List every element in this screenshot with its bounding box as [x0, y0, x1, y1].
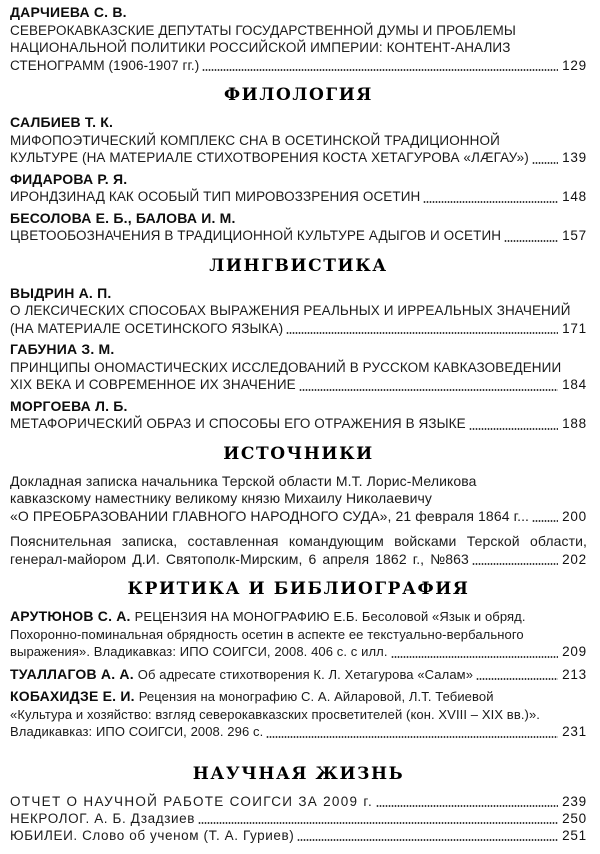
- entry-title-line: ЮБИЛЕИ. Слово об ученом (Т. А. Гуриев): [10, 827, 295, 843]
- entry-last-line: [10, 376, 587, 394]
- entry-author-inline: ТУАЛЛАГОВ А. А.: [10, 665, 134, 682]
- dot-leader: [266, 736, 558, 738]
- page-number: 231: [562, 724, 587, 739]
- entry-last-line: [10, 666, 587, 684]
- dot-leader: [202, 69, 558, 71]
- section: [10, 114, 587, 245]
- entry-title-line: Владикавказ: ИПО СОИГСИ, 2008. 296 с.: [10, 724, 264, 739]
- entry-author: ВЫДРИН А. П.: [10, 284, 112, 301]
- section: [10, 793, 587, 844]
- entry-title-line: ОТЧЕТ О НАУЧНОЙ РАБОТЕ СОИГСИ ЗА 2009 г.: [10, 793, 374, 809]
- entry-author-inline: КОБАХИДЗЕ Е. И.: [10, 688, 135, 704]
- page-number: 209: [562, 644, 587, 659]
- entry-last-line: [10, 320, 587, 338]
- entry-last-line: [10, 188, 587, 206]
- entry-author: ГАБУНИА З. М.: [10, 341, 115, 357]
- page-number: 200: [562, 508, 587, 524]
- entry-title-line-wrap: [10, 608, 587, 626]
- entry-title-line: ИРОНДЗИНАД КАК ОСОБЫЙ ТИП МИРОВОЗЗРЕНИЯ ОСЕТИН: [10, 189, 421, 204]
- entry-last-line: [10, 723, 587, 741]
- entry-title-line: «О ПРЕОБРАЗОВАНИИ ГЛАВНОГО НАРОДНОГО СУДА», 21 февраля 1864 г...: [10, 507, 530, 524]
- entry-title-line-wrap: «Культура и хозяйство: взгляд северокавказских просветителей (кон. XVIII – XIX вв.)».: [10, 706, 541, 722]
- page-number: 251: [562, 827, 587, 843]
- entry-last-line: [10, 810, 587, 827]
- toc-entry: [10, 688, 587, 741]
- entry-last-line: [10, 149, 587, 167]
- dot-leader: [469, 428, 558, 430]
- section-heading: ЛИНГВИСТИКА: [209, 255, 388, 276]
- entry-title-line: КУЛЬТУРЕ (НА МАТЕРИАЛЕ СТИХОТВОРЕНИЯ КОСТА ХЕТАГУРОВА «ЛÆГАУ»): [10, 150, 529, 165]
- entry-author: БЕСОЛОВА Е. Б., БАЛОВА И. М.: [10, 209, 236, 226]
- entry-last-line: [10, 827, 587, 844]
- entry-title-line: XIX ВЕКА И СОВРЕМЕННОЕ ИХ ЗНАЧЕНИЕ: [10, 377, 296, 392]
- entry-author: МОРГОЕВА Л. Б.: [10, 397, 128, 414]
- section: [10, 285, 587, 433]
- entry-title-line-wrap: ПРИНЦИПЫ ОНОМАСТИЧЕСКИХ ИССЛЕДОВАНИЙ В РУССКОМ КАВКАЗОВЕДЕНИИ: [10, 359, 562, 375]
- section-heading: КРИТИКА И БИБЛИОГРАФИЯ: [127, 579, 470, 599]
- dot-leader: [532, 162, 558, 164]
- toc-entry: [10, 793, 587, 810]
- dot-leader: [476, 678, 558, 680]
- entry-title-line: НЕКРОЛОГ. А. Б. Дзадзиев: [10, 810, 196, 826]
- entry-title-line: (НА МАТЕРИАЛЕ ОСЕТИНСКОГО ЯЗЫКА): [10, 320, 284, 336]
- entry-last-line: [10, 793, 587, 810]
- toc-entry: [10, 810, 587, 827]
- section: [10, 4, 587, 74]
- page-number: 250: [562, 810, 587, 826]
- toc-entry: [10, 827, 587, 844]
- entry-title-line: выражения». Владикавказ: ИПО СОИГСИ, 2008. 406 с. с илл.: [10, 644, 388, 659]
- entry-title-line-wrap: МИФОПОЭТИЧЕСКИЙ КОМПЛЕКС СНА В ОСЕТИНСКОЙ ТРАДИЦИОННОЙ: [10, 132, 500, 148]
- section-heading: ИСТОЧНИКИ: [223, 443, 374, 464]
- toc-entry: [10, 114, 587, 167]
- toc-entry: [10, 608, 587, 661]
- section: [10, 608, 587, 741]
- entry-title-line: МЕТАФОРИЧЕСКИЙ ОБРАЗ И СПОСОБЫ ЕГО ОТРАЖЕНИЯ В ЯЗЫКЕ: [10, 416, 466, 431]
- dot-leader: [423, 201, 558, 203]
- toc-entry: [10, 285, 587, 338]
- entry-title-line: Рецензия на монографию С. А. Айларовой, Л.Т. Тебиевой: [138, 689, 494, 704]
- section: [10, 473, 587, 569]
- toc-entry: [10, 533, 587, 568]
- dot-leader: [299, 389, 558, 391]
- page-number: 184: [562, 377, 587, 392]
- page-number: 213: [562, 666, 587, 682]
- dot-leader: [198, 822, 558, 824]
- entry-last-line: [10, 415, 587, 433]
- page-number: 239: [562, 793, 587, 809]
- page-number: 202: [562, 551, 587, 567]
- section-heading: ФИЛОЛОГИЯ: [223, 85, 374, 105]
- toc-entry: [10, 473, 587, 526]
- entry-title-line-wrap: кавказскому наместнику великому князю Михаилу Николаевичу: [10, 490, 433, 506]
- toc-entry: [10, 210, 587, 245]
- dot-leader: [472, 563, 558, 565]
- entry-author: САЛБИЕВ Т. К.: [10, 114, 114, 130]
- entry-author-inline: АРУТЮНОВ С. А.: [10, 608, 131, 624]
- page-number: 171: [562, 320, 587, 336]
- entry-title-line: генерал-майором Д.И. Святополк-Мирским, 6 апреля 1862 г., №863: [10, 550, 469, 567]
- entry-author: ФИДАРОВА Р. Я.: [10, 170, 128, 187]
- toc-entry: [10, 171, 587, 206]
- entry-title-line: СТЕНОГРАММ (1906-1907 гг.): [10, 57, 200, 73]
- entry-title-line-wrap: Докладная записка начальника Терской области М.Т. Лорис-Меликова: [10, 472, 477, 489]
- entry-last-line: [10, 643, 587, 661]
- entry-author: ДАРЧИЕВА С. В.: [10, 4, 127, 20]
- dot-leader: [532, 520, 558, 522]
- entry-title-line-wrap: О ЛЕКСИЧЕСКИХ СПОСОБАХ ВЫРАЖЕНИЯ РЕАЛЬНЫХ И ИРРЕАЛЬНЫХ ЗНАЧЕНИЙ: [10, 303, 571, 318]
- entry-title-line-wrap: СЕВЕРОКАВКАЗСКИЕ ДЕПУТАТЫ ГОСУДАРСТВЕННОЙ ДУМЫ И ПРОБЛЕМЫ: [10, 22, 516, 38]
- entry-last-line: [10, 551, 587, 569]
- entry-last-line: [10, 227, 587, 245]
- page-number: 129: [562, 57, 587, 73]
- entry-title-line-wrap: НАЦИОНАЛЬНОЙ ПОЛИТИКИ РОССИЙСКОЙ ИМПЕРИИ: КОНТЕНТ-АНАЛИЗ: [10, 40, 511, 55]
- section-heading: НАУЧНАЯ ЖИЗНЬ: [192, 763, 405, 784]
- page-number: 148: [562, 189, 587, 204]
- entry-title-line: Об адресате стихотворения К. Л. Хетагурова «Салам»: [137, 666, 474, 682]
- dot-leader: [391, 656, 559, 658]
- dot-leader: [286, 332, 558, 334]
- entry-title-line-wrap: [10, 688, 587, 706]
- dot-leader: [504, 240, 558, 242]
- page-number: 157: [562, 228, 587, 243]
- entry-title-line-wrap: Похоронно-поминальная обрядность осетин в аспекте ее текстуально-вербального: [10, 626, 524, 642]
- toc-entry: [10, 341, 587, 394]
- page-number: 139: [562, 150, 587, 165]
- dot-leader: [297, 839, 558, 841]
- entry-title-line-wrap: Пояснительная записка, составленная командующим войсками Терской области,: [10, 533, 587, 549]
- toc-entry: [10, 4, 587, 74]
- entry-last-line: [10, 57, 587, 75]
- entry-title-line: ЦВЕТООБОЗНАЧЕНИЯ В ТРАДИЦИОННОЙ КУЛЬТУРЕ АДЫГОВ И ОСЕТИН: [10, 228, 502, 243]
- page-number: 188: [562, 416, 587, 431]
- dot-leader: [376, 805, 558, 807]
- entry-title-line: РЕЦЕНЗИЯ НА МОНОГРАФИЮ Е.Б. Бесоловой «Язык и обряд.: [134, 609, 526, 624]
- entry-last-line: [10, 508, 587, 526]
- toc-entry: [10, 666, 587, 684]
- toc-entry: [10, 398, 587, 433]
